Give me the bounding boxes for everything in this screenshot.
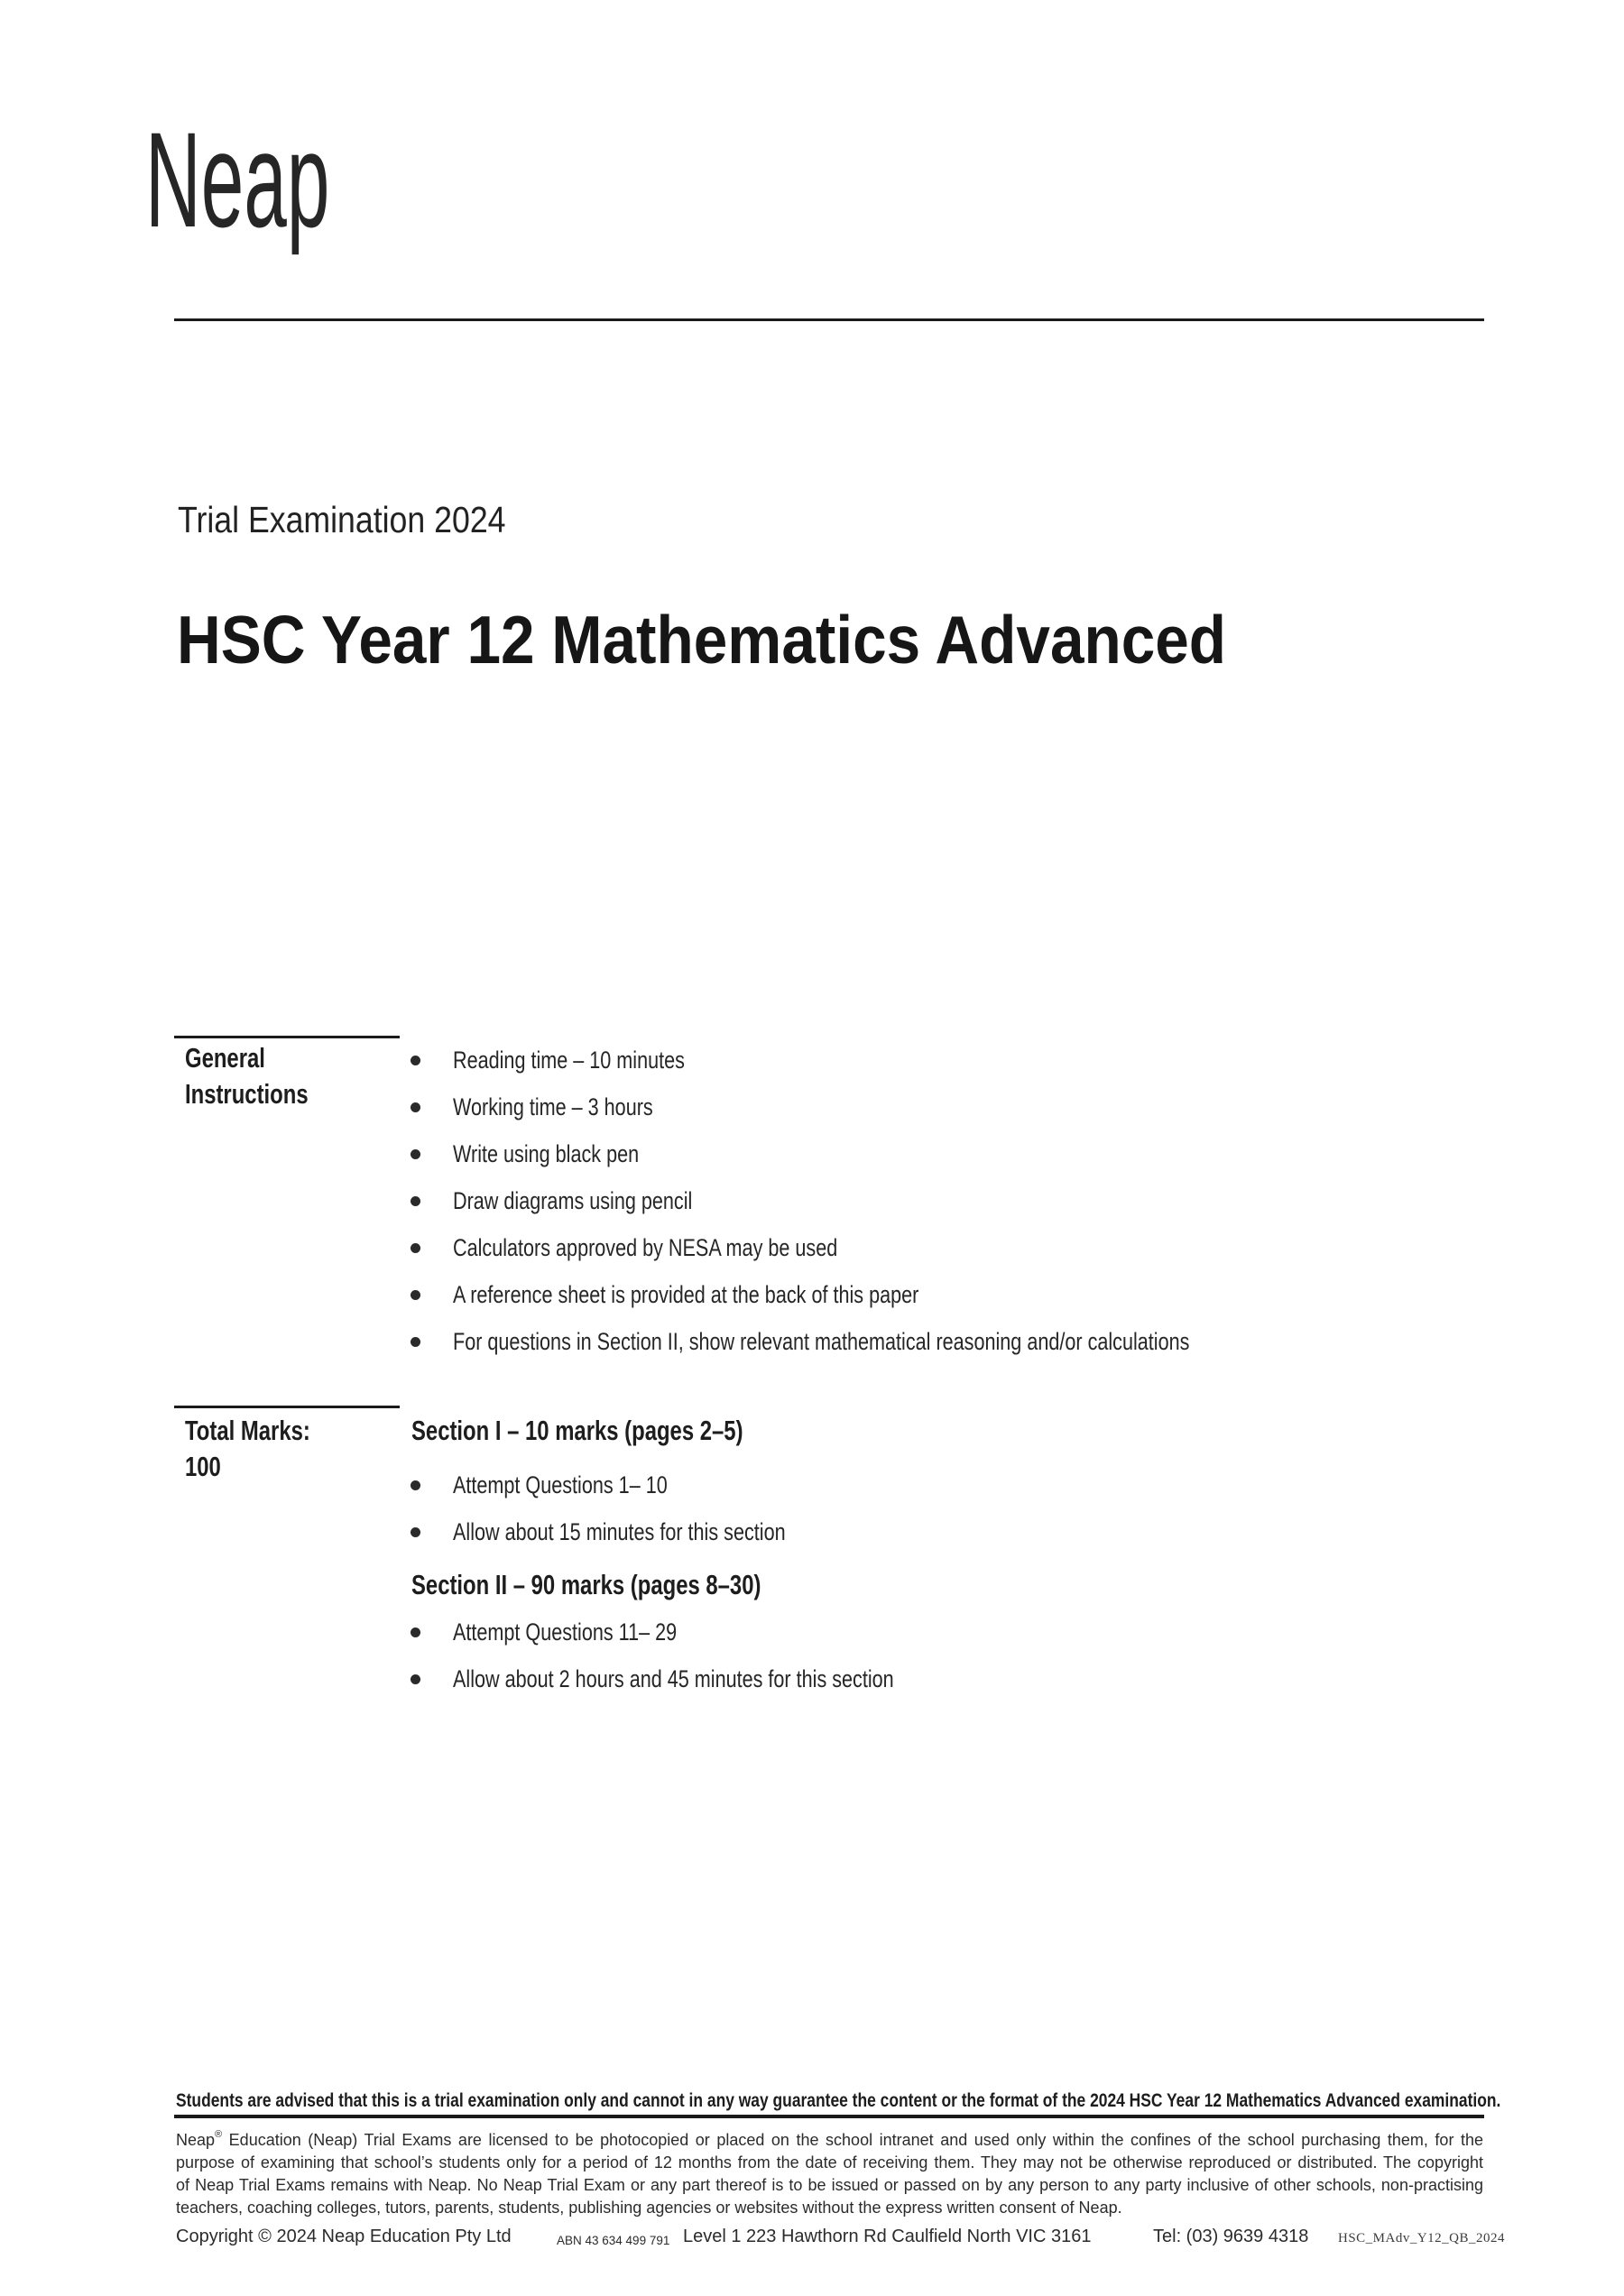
license-line-1 bbox=[176, 2129, 1483, 2152]
general-instructions-label-line1: General bbox=[185, 1042, 265, 1074]
list-item bbox=[411, 1609, 1004, 1655]
list-item bbox=[411, 1271, 1374, 1318]
license-line-2: purpose of examining that school’s students only for a period of 12 months from the date of receiving them. They may not be otherwise reproduced or distributed. The copyright bbox=[176, 2153, 1483, 2172]
list-item bbox=[411, 1462, 869, 1508]
bullet-icon bbox=[411, 1337, 420, 1347]
instruction-text: Calculators approved by NESA may be used bbox=[453, 1233, 838, 1261]
header-rule bbox=[174, 318, 1484, 321]
license-paragraph bbox=[176, 2129, 1483, 2219]
license-brand: Neap bbox=[176, 2131, 216, 2149]
page-title: HSC Year 12 Mathematics Advanced bbox=[177, 602, 1227, 678]
license-line-4: teachers, coaching colleges, tutors, parents, students, publishing agencies or websites without the express written consent of Neap. bbox=[176, 2199, 1122, 2217]
neap-logo bbox=[145, 104, 469, 255]
address-text: Level 1 223 Hawthorn Rd Caulfield North VIC 3161 bbox=[683, 2227, 1092, 2246]
instruction-list bbox=[411, 1037, 1374, 1365]
instruction-text: For questions in Section II, show relevant mathematical reasoning and/or calculations bbox=[453, 1327, 1190, 1355]
exam-series: Trial Examination 2024 bbox=[178, 499, 506, 540]
bullet-icon bbox=[411, 1290, 420, 1300]
bullet-icon bbox=[411, 1480, 420, 1490]
total-marks-label bbox=[185, 1413, 347, 1485]
section-2-heading: Section II – 90 marks (pages 8–30) bbox=[411, 1569, 761, 1600]
list-item bbox=[411, 1130, 1374, 1177]
bullet-icon bbox=[411, 1149, 420, 1159]
abn-text: ABN 43 634 499 791 bbox=[557, 2234, 670, 2247]
footer-rule bbox=[174, 2115, 1484, 2118]
registered-trademark-symbol: ® bbox=[215, 2129, 223, 2140]
general-instructions-label bbox=[185, 1040, 345, 1112]
bullet-icon bbox=[411, 1056, 420, 1065]
neap-logo-text: Neap bbox=[145, 104, 330, 255]
section-1-list bbox=[411, 1462, 869, 1555]
instruction-text: Working time – 3 hours bbox=[453, 1093, 653, 1120]
list-item bbox=[411, 1037, 1374, 1083]
bullet-icon bbox=[411, 1674, 420, 1684]
list-item bbox=[411, 1318, 1374, 1365]
bullet-icon bbox=[411, 1627, 420, 1637]
instruction-text: Reading time – 10 minutes bbox=[453, 1046, 685, 1074]
instruction-text: Attempt Questions 1– 10 bbox=[453, 1471, 668, 1498]
total-marks-rule bbox=[174, 1406, 400, 1408]
instruction-text: Allow about 15 minutes for this section bbox=[453, 1517, 786, 1545]
bullet-icon bbox=[411, 1196, 420, 1206]
list-item bbox=[411, 1508, 869, 1555]
instruction-text: Allow about 2 hours and 45 minutes for this section bbox=[453, 1664, 894, 1692]
general-instructions-label-line2: Instructions bbox=[185, 1078, 309, 1110]
bullet-icon bbox=[411, 1527, 420, 1537]
license-line-1-text: Education (Neap) Trial Exams are licensed to be photocopied or placed on the school intranet and used only within the confines of the school purchasing them, for the bbox=[222, 2131, 1483, 2149]
total-marks-label-line1: Total Marks: bbox=[185, 1415, 310, 1446]
bullet-icon bbox=[411, 1102, 420, 1112]
copyright-text: Copyright © 2024 Neap Education Pty Ltd bbox=[176, 2227, 512, 2246]
section-1-heading: Section I – 10 marks (pages 2–5) bbox=[411, 1415, 743, 1446]
instruction-text: Draw diagrams using pencil bbox=[453, 1186, 693, 1214]
list-item bbox=[411, 1655, 1004, 1702]
total-marks-value: 100 bbox=[185, 1451, 221, 1482]
bullet-icon bbox=[411, 1243, 420, 1253]
list-item bbox=[411, 1083, 1374, 1130]
instruction-text: Attempt Questions 11– 29 bbox=[453, 1618, 678, 1646]
instruction-text: Write using black pen bbox=[453, 1139, 640, 1167]
section-2-list bbox=[411, 1609, 1004, 1702]
instruction-text: A reference sheet is provided at the back of this paper bbox=[453, 1280, 919, 1308]
advisory-note: Students are advised that this is a trial examination only and cannot in any way guarantee the content or the format of the 2024 HSC Year 12 Mathematics Advanced examination. bbox=[176, 2090, 1501, 2111]
list-item bbox=[411, 1224, 1374, 1271]
general-instructions-rule bbox=[174, 1036, 400, 1038]
document-code: HSC_MAdv_Y12_QB_2024 bbox=[1338, 2231, 1506, 2245]
license-line-3: of Neap Trial Exams remains with Neap. No Neap Trial Exam or any part thereof is to be issued or passed on by any person to any party inclusive of other schools, non-practising bbox=[176, 2176, 1483, 2194]
list-item bbox=[411, 1177, 1374, 1224]
phone-text: Tel: (03) 9639 4318 bbox=[1153, 2227, 1309, 2246]
